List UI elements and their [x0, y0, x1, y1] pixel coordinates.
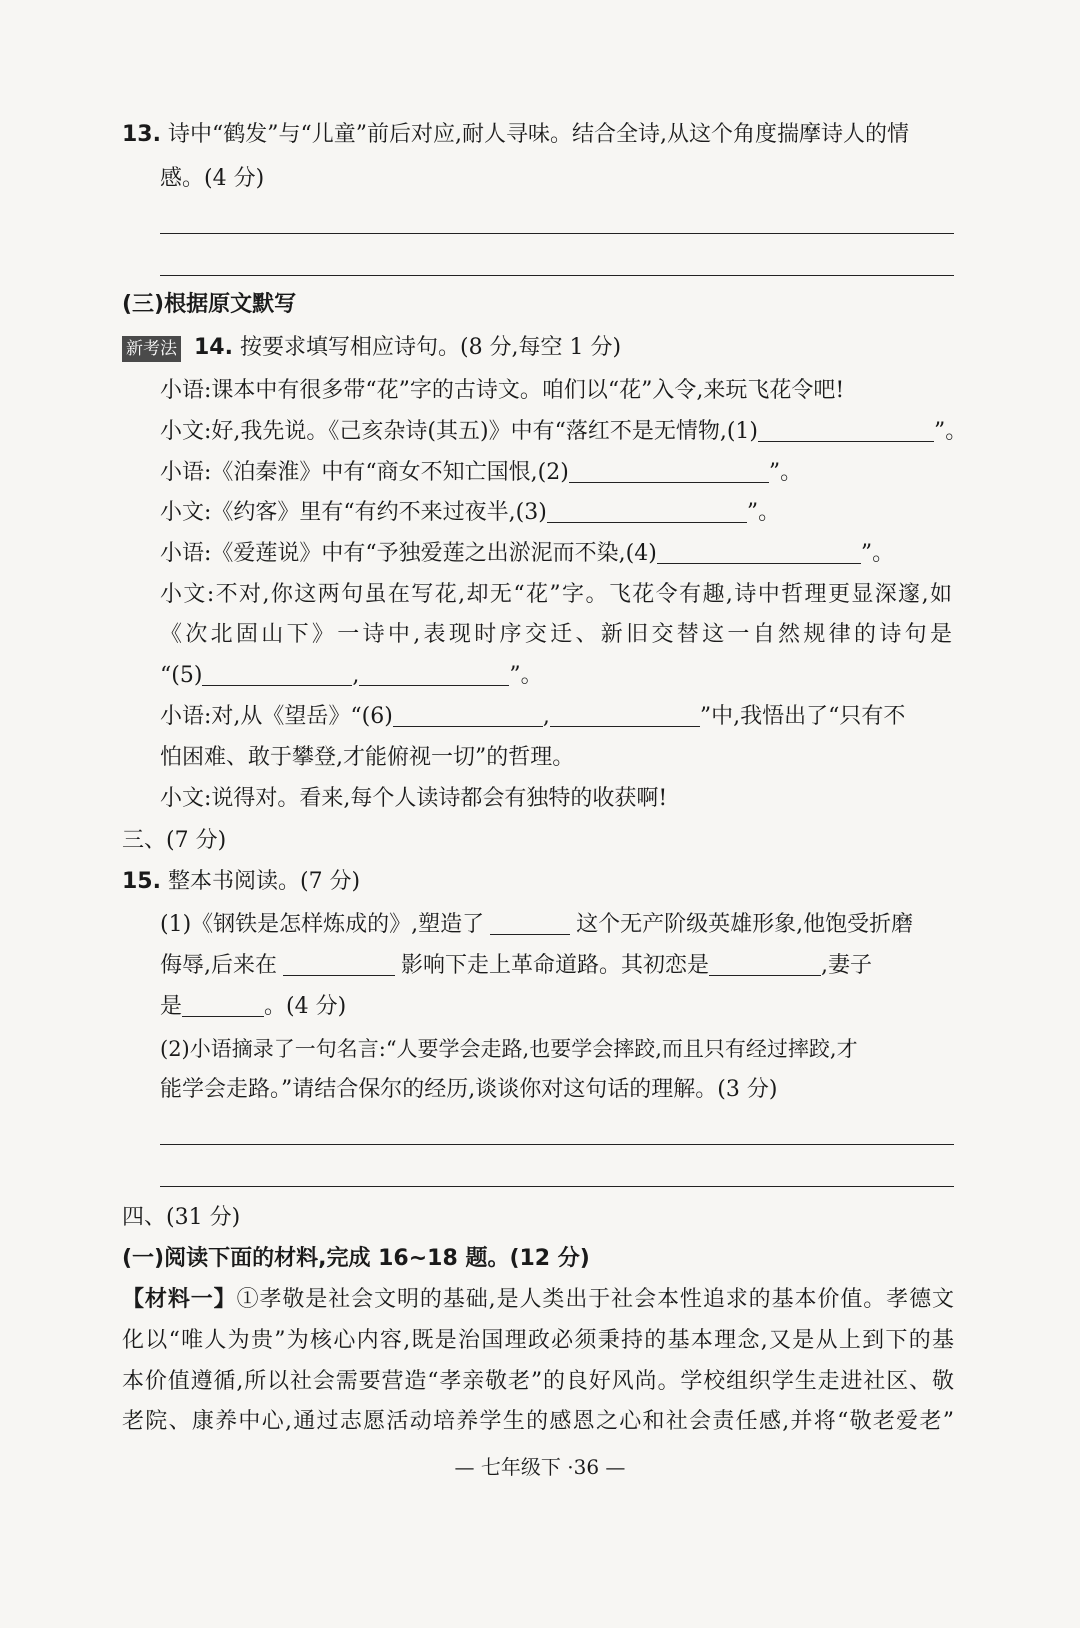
dialogue-text: ,	[352, 663, 360, 688]
q15-text: 这个无产阶级英雄形象,他饱受折磨	[576, 912, 914, 937]
dialogue-line: 小文:说得对。看来,每个人读诗都会有独特的收获啊!	[160, 786, 668, 811]
material-line	[122, 1285, 954, 1315]
dialogue-text: ”。	[768, 460, 803, 485]
fill-blank-2[interactable]	[569, 460, 769, 483]
dialogue-text: 小文:《约客》里有“有约不来过夜半,(3)	[160, 500, 547, 525]
answer-line[interactable]	[160, 275, 954, 276]
section-title: (三)根据原文默写	[122, 292, 297, 317]
q15-header	[122, 867, 360, 897]
fill-blank-influence[interactable]	[283, 953, 395, 976]
dialogue-line	[160, 702, 905, 732]
dialogue-line: 《次北固山下》一诗中,表现时序交迁、新旧交替这一自然规律的诗句是	[160, 622, 952, 647]
sub-section-title: (一)阅读下面的材料,完成 16~18 题。(12 分)	[122, 1246, 590, 1271]
q13-line2: 感。(4 分)	[160, 166, 265, 191]
dialogue-text: ,	[542, 704, 550, 729]
fill-blank-wife[interactable]	[182, 994, 264, 1017]
q14-number: 14.	[194, 335, 233, 360]
dialogue-text: ”。	[746, 500, 781, 525]
q15-sub1-line2	[160, 951, 872, 981]
q15-text: 侮辱,后来在	[160, 953, 277, 978]
page-footer: — 七年级下 ·36 —	[454, 1455, 626, 1479]
fill-blank-6b[interactable]	[550, 704, 700, 727]
fill-blank-1[interactable]	[758, 419, 934, 442]
fill-blank-4[interactable]	[657, 541, 861, 564]
new-method-tag: 新考法	[122, 336, 181, 362]
q15-text: ,妻子	[821, 953, 873, 978]
q13-number: 13.	[122, 122, 161, 147]
q15-title: 整本书阅读。(7 分)	[167, 869, 361, 894]
part-heading: 三、(7 分)	[122, 828, 227, 853]
q14-title: 按要求填写相应诗句。(8 分,每空 1 分)	[239, 335, 622, 360]
fill-blank-hero[interactable]	[490, 912, 570, 935]
dialogue-line: 小语:课本中有很多带“花”字的古诗文。咱们以“花”入令,来玩飞花令吧!	[160, 378, 845, 403]
dialogue-line: 小文:不对,你这两句虽在写花,却无“花”字。飞花令有趣,诗中哲理更显深邃,如	[160, 582, 952, 607]
dialogue-text: ”。	[933, 419, 968, 444]
dialogue-text: “(5)	[160, 663, 203, 688]
dialogue-line: 怕困难、敢于攀登,才能俯视一切”的哲理。	[160, 745, 575, 770]
dialogue-text: ”。	[860, 541, 895, 566]
dialogue-line	[160, 458, 802, 488]
dialogue-text: 小语:《泊秦淮》中有“商女不知亡国恨,(2)	[160, 460, 569, 485]
q14-header	[122, 333, 621, 363]
dialogue-line	[160, 661, 543, 691]
q13-line1	[122, 120, 952, 150]
fill-blank-3[interactable]	[547, 500, 747, 523]
dialogue-line	[160, 539, 894, 569]
dialogue-text: 小语:对,从《望岳》“(6)	[160, 704, 393, 729]
q13-text-line1: 诗中“鹤发”与“儿童”前后对应,耐人寻味。结合全诗,从这个角度揣摩诗人的情	[167, 122, 909, 147]
material-text: ①孝敬是社会文明的基础,是人类出于社会本性追求的基本价值。孝德文	[236, 1287, 954, 1312]
material-label: 【材料一】	[122, 1287, 237, 1312]
dialogue-text: 小语:《爱莲说》中有“予独爱莲之出淤泥而不染,(4)	[160, 541, 657, 566]
dialogue-text: ”中,我悟出了“只有不	[699, 704, 906, 729]
answer-line[interactable]	[160, 233, 954, 234]
fill-blank-first-love[interactable]	[709, 953, 821, 976]
material-line: 化以“唯人为贵”为核心内容,既是治国理政必须秉持的基本理念,又是从上到下的基	[122, 1328, 954, 1353]
q15-number: 15.	[122, 869, 161, 894]
dialogue-text: ”。	[509, 663, 543, 688]
q15-sub2-line2: 能学会走路。”请结合保尔的经历,谈谈你对这句话的理解。(3 分)	[160, 1077, 778, 1102]
material-line: 本价值遵循,所以社会需要营造“孝亲敬老”的良好风尚。学校组织学生走进社区、敬	[122, 1369, 954, 1394]
dialogue-text: 小文:好,我先说。《己亥杂诗(其五)》中有“落红不是无情物,(1)	[160, 419, 758, 444]
answer-line[interactable]	[160, 1186, 954, 1187]
q15-text: 影响下走上革命道路。其初恋是	[401, 953, 710, 978]
fill-blank-5b[interactable]	[359, 663, 509, 686]
material-line: 老院、康养中心,通过志愿活动培养学生的感恩之心和社会责任感,并将“敬老爱老”	[122, 1409, 954, 1434]
q15-sub1-line1	[160, 910, 913, 940]
dialogue-line	[160, 417, 967, 447]
q15-text: 。(4 分)	[264, 994, 347, 1019]
part-heading: 四、(31 分)	[122, 1205, 241, 1230]
fill-blank-5a[interactable]	[202, 663, 352, 686]
q15-sub1-line3	[160, 992, 346, 1022]
q15-text: (1)《钢铁是怎样炼成的》,塑造了	[160, 912, 485, 937]
q15-sub2-line1: (2)小语摘录了一句名言:“人要学会走路,也要学会摔跤,而且只有经过摔跤,才	[160, 1037, 858, 1061]
q15-text: 是	[160, 994, 183, 1019]
dialogue-line	[160, 498, 780, 528]
fill-blank-6a[interactable]	[393, 704, 543, 727]
answer-line[interactable]	[160, 1144, 954, 1145]
